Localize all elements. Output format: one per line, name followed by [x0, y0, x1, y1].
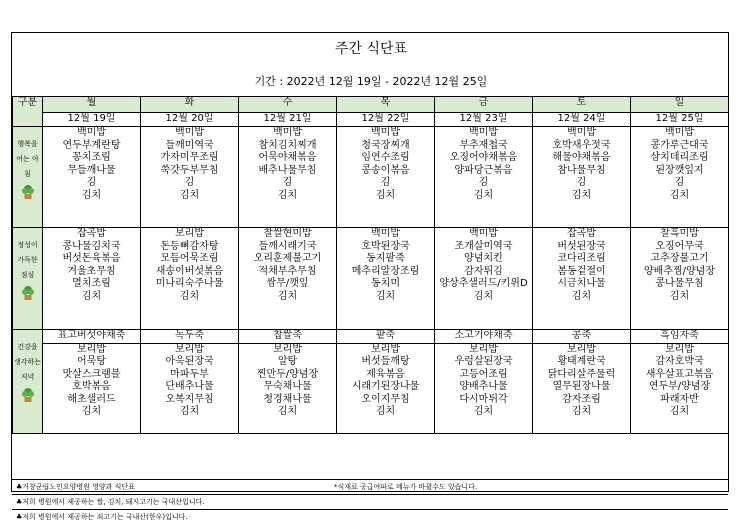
dinner-cell [631, 343, 729, 433]
porridge-cell: 찹쌀죽 [239, 330, 337, 344]
date-cell: 12월 25일 [631, 113, 729, 127]
menu-item: 임연수조림 [361, 152, 410, 163]
menu-item: 김치 [375, 189, 396, 201]
breakfast-cell [141, 127, 239, 228]
menu-item: 김치 [571, 406, 592, 417]
lunch-cell [435, 228, 533, 330]
menu-sheet [11, 32, 729, 521]
menu-item: 백미밥 [371, 228, 400, 239]
lunch-row [13, 228, 729, 330]
menu-item: 백미밥 [175, 127, 204, 138]
menu-item: 잡곡밥 [567, 228, 596, 239]
menu-item: 김 [184, 177, 195, 188]
menu-item: 버섯돈육볶음 [62, 253, 121, 264]
menu-item: 봄동겉절이 [557, 265, 606, 277]
dinner-label-cell [13, 330, 43, 434]
menu-item: 가자미무조림 [160, 152, 219, 163]
menu-item: 새우살표고볶음 [645, 368, 714, 380]
menu-item: 보리밥 [665, 343, 694, 355]
menu-item: 새송이버섯볶음 [155, 265, 224, 277]
menu-item: 코다리조림 [557, 253, 606, 264]
breakfast-label: 행복을 여는 아침 [16, 140, 39, 178]
menu-item: 오징어무국 [655, 240, 704, 252]
menu-item: 보리밥 [371, 343, 400, 355]
dinner-cell [435, 343, 533, 433]
menu-item: 파래자반 [660, 393, 699, 405]
potted-plant-icon [20, 387, 36, 403]
menu-item: 오복지무침 [165, 393, 214, 405]
menu-item: 알탕 [277, 356, 298, 367]
menu-item: 보리밥 [175, 343, 204, 355]
menu-item: 어묵야채볶음 [258, 152, 317, 163]
lunch-label: 정성이 가득한 점심 [17, 241, 38, 279]
dinner-label: 건강을 생각하는 저녁 [13, 343, 42, 381]
period-text: 기간 : 2022년 12월 19일 - 2022년 12월 25일 [254, 75, 488, 88]
menu-item: 버섯들깨탕 [361, 356, 410, 367]
menu-item: 닭다리살주물럭 [547, 368, 616, 380]
menu-item: 백미밥 [469, 228, 498, 239]
menu-item: 김 [282, 177, 293, 188]
menu-item: 겨울초무침 [67, 265, 116, 277]
menu-item: 청경채나물 [263, 393, 312, 405]
lunch-cell [43, 228, 141, 330]
note-hospital [12, 479, 728, 494]
menu-item: 김치 [375, 406, 396, 417]
menu-item: 백미밥 [665, 127, 694, 138]
menu-item: 배추나물무침 [258, 164, 317, 176]
menu-item: 꽁치조림 [72, 152, 111, 163]
menu-item: 오이지무침 [361, 393, 410, 405]
menu-item: 김치 [179, 189, 200, 201]
menu-item: 고추장불고기 [650, 253, 709, 264]
lunch-cell [631, 228, 729, 330]
menu-item: 들깨시래기국 [258, 240, 317, 252]
note-supply-change: *식재료 공급여파로 메뉴가 바뀔수도 있습니다. [334, 483, 478, 491]
lunch-cell [533, 228, 631, 330]
menu-item: 김치 [473, 290, 494, 302]
menu-item: 연두부계란탕 [62, 139, 121, 151]
day-header: 일 [631, 97, 729, 113]
menu-item: 버섯된장국 [557, 240, 606, 252]
page-title: 주간 식단표 [334, 41, 408, 57]
porridge-cell: 소고기야채죽 [435, 330, 533, 344]
day-header: 화 [141, 97, 239, 113]
menu-item: 김치 [571, 189, 592, 201]
menu-item: 시래기된장나물 [351, 381, 420, 392]
menu-item: 무숙채나물 [263, 381, 312, 392]
menu-item: 김치 [81, 290, 102, 302]
dinner-cell [43, 343, 141, 433]
note-hospital-text: ♣거창군립노인요양병원 영양과 식단표 [16, 483, 135, 491]
day-header: 목 [337, 97, 435, 113]
menu-item: 백미밥 [371, 127, 400, 138]
menu-item: 미나리숙주나물 [155, 278, 224, 289]
menu-item: 보리밥 [77, 343, 106, 355]
note-origin-beef: ♣저희 병원에서 제공하는 쇠고기는 국내산(한우)입니다. [12, 509, 728, 522]
date-cell: 12월 21일 [239, 113, 337, 127]
dinner-cell [239, 343, 337, 433]
date-cell: 12월 24일 [533, 113, 631, 127]
menu-item: 보리밥 [567, 343, 596, 355]
menu-item: 동치미 [371, 278, 400, 289]
menu-item: 마파두부 [170, 368, 209, 380]
menu-item: 양상추샐러드/키위D [439, 278, 528, 289]
menu-item: 단배추나물 [165, 381, 214, 392]
date-cell: 12월 23일 [435, 113, 533, 127]
menu-item: 양배추찜/양념장 [644, 265, 715, 277]
porridge-row [13, 330, 729, 344]
day-header: 금 [435, 97, 533, 113]
date-cell: 12월 22일 [337, 113, 435, 127]
menu-item: 양파당근볶음 [454, 164, 513, 176]
porridge-cell: 흑임자죽 [631, 330, 729, 344]
menu-item: 메추리알장조림 [351, 265, 420, 277]
menu-item: 조개살미역국 [454, 240, 513, 252]
potted-plant-icon [20, 285, 36, 301]
menu-item: 콩나물무침 [655, 278, 704, 289]
breakfast-cell [337, 127, 435, 228]
menu-item: 쌈무/깻잎 [266, 278, 309, 289]
date-cell: 12월 19일 [43, 113, 141, 127]
menu-item: 김치 [571, 290, 592, 302]
menu-item: 쑥갓두부무침 [160, 164, 219, 176]
menu-item: 찰쌀현미밥 [263, 228, 312, 239]
menu-item: 모듬어묵조림 [160, 253, 219, 264]
dinner-row [13, 343, 729, 433]
menu-item: 무들깨나물 [67, 164, 116, 176]
dinner-cell [337, 343, 435, 433]
breakfast-cell [435, 127, 533, 228]
notes-section [12, 479, 728, 522]
menu-item: 다시마튀각 [459, 393, 508, 405]
menu-item: 오리훈제불고기 [253, 253, 322, 264]
lunch-label-cell [13, 228, 43, 330]
menu-item: 우렁살된장국 [454, 356, 513, 367]
note-origin-rice: ♣저희 병원에서 제공하는 쌀, 김치, 돼지고기는 국내산입니다. [12, 494, 728, 509]
menu-item: 백미밥 [273, 127, 302, 138]
menu-item: 콩가루근대국 [650, 139, 709, 151]
menu-item: 김치 [179, 290, 200, 302]
menu-item: 김치 [277, 406, 298, 417]
menu-item: 김치 [179, 406, 200, 417]
menu-item: 콩송이볶음 [361, 164, 410, 176]
breakfast-cell [239, 127, 337, 228]
breakfast-label-cell [13, 127, 43, 228]
date-row [13, 113, 729, 127]
menu-item: 적채부추무침 [258, 265, 317, 277]
menu-item: 김치 [81, 189, 102, 201]
menu-item: 감자호박국 [655, 356, 704, 367]
menu-item: 들깨미역국 [165, 139, 214, 151]
menu-item: 참치김치찌개 [258, 139, 317, 151]
date-cell: 12월 20일 [141, 113, 239, 127]
menu-item: 호박볶음 [72, 381, 111, 392]
menu-item: 양배추나물 [459, 381, 508, 392]
day-header: 수 [239, 97, 337, 113]
porridge-cell: 녹두죽 [141, 330, 239, 344]
menu-item: 감자튀김 [464, 265, 503, 277]
breakfast-cell [43, 127, 141, 228]
menu-item: 삼치데리조림 [650, 152, 709, 163]
menu-item: 보리밥 [175, 228, 204, 239]
menu-item: 찰흑미밥 [660, 228, 699, 239]
lunch-cell [141, 228, 239, 330]
menu-item: 백미밥 [77, 127, 106, 138]
menu-item: 백미밥 [567, 127, 596, 138]
menu-item: 어묵탕 [77, 356, 106, 367]
menu-item: 김 [576, 177, 587, 188]
day-header-row [13, 97, 729, 113]
menu-item: 김치 [669, 406, 690, 417]
lunch-cell [239, 228, 337, 330]
menu-item: 김치 [277, 290, 298, 302]
day-header: 토 [533, 97, 631, 113]
menu-item: 찐만두/양념장 [256, 368, 319, 380]
corner-label: 구분 [13, 97, 43, 127]
menu-item: 김 [86, 177, 97, 188]
menu-item: 김치 [375, 290, 396, 302]
menu-item: 김 [380, 177, 391, 188]
menu-item: 동지팥죽 [366, 253, 405, 264]
menu-item: 참나물무침 [557, 164, 606, 176]
weekly-menu-table [12, 96, 729, 434]
menu-item: 멸치조림 [72, 278, 111, 289]
menu-item: 김 [674, 177, 685, 188]
menu-item: 시금치나물 [557, 278, 606, 289]
menu-item: 김치 [277, 189, 298, 201]
breakfast-row [13, 127, 729, 228]
menu-item: 보리밥 [469, 343, 498, 355]
menu-item: 돈등뼈감자탕 [160, 240, 219, 252]
menu-item: 호박새우젓국 [552, 139, 611, 151]
menu-item: 김치 [669, 189, 690, 201]
menu-item: 김치 [473, 406, 494, 417]
menu-item: 부추재첩국 [459, 139, 508, 151]
porridge-cell: 팥죽 [337, 330, 435, 344]
menu-item: 김치 [81, 406, 102, 417]
potted-plant-icon [20, 184, 36, 200]
menu-item: 황태계란국 [557, 356, 606, 367]
lunch-cell [337, 228, 435, 330]
menu-item: 오징어야채볶음 [449, 152, 518, 163]
porridge-cell: 콩죽 [533, 330, 631, 344]
menu-item: 김 [478, 177, 489, 188]
menu-item: 제육볶음 [366, 368, 405, 380]
menu-item: 연두부/양념장 [648, 381, 711, 392]
breakfast-cell [631, 127, 729, 228]
day-header: 월 [43, 97, 141, 113]
menu-item: 콩나물김치국 [62, 240, 121, 252]
menu-item: 감자조림 [562, 393, 601, 405]
menu-item: 해물야채볶음 [552, 152, 611, 163]
menu-item: 아욱된장국 [165, 356, 214, 367]
menu-item: 맛살스크램블 [62, 368, 121, 380]
menu-item: 된장깻잎지 [655, 164, 704, 176]
menu-item: 잡곡밥 [77, 228, 106, 239]
menu-item: 해초샐러드 [67, 393, 116, 405]
menu-item: 호박된장국 [361, 240, 410, 252]
menu-item: 고등어조림 [459, 368, 508, 380]
porridge-cell: 표고버섯야채죽 [43, 330, 141, 344]
breakfast-cell [533, 127, 631, 228]
menu-item: 양념치킨 [464, 253, 503, 264]
menu-item: 열무된장나물 [552, 381, 611, 392]
dinner-cell [533, 343, 631, 433]
menu-item: 보리밥 [273, 343, 302, 355]
menu-item: 청국장찌개 [361, 139, 410, 151]
menu-item: 김치 [669, 290, 690, 302]
menu-item: 백미밥 [469, 127, 498, 138]
dinner-cell [141, 343, 239, 433]
menu-item: 김치 [473, 189, 494, 201]
